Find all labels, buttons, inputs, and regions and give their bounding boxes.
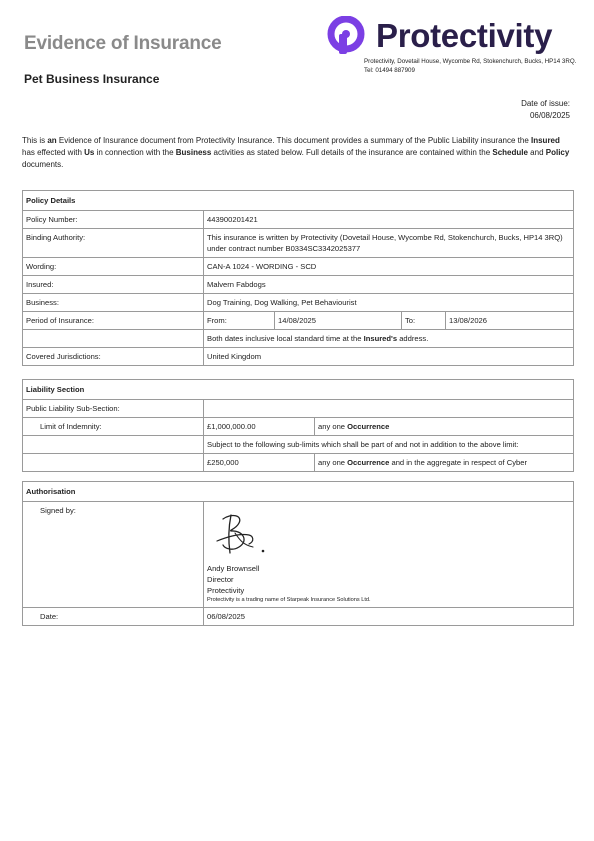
signature-cell [204,502,574,608]
binding-authority-label: Binding Authority: [23,229,204,258]
intro-paragraph: This is an Evidence of Insurance document from Protectivity Insurance. This document provides a summary of the Public Liability insurance the Insured has effected with Us in connection with the Business activities as stated below. Full details of the insurance are contained within the Schedule and Policy documents. [22,136,570,169]
signer-title: Director [207,575,234,584]
public-liability-subsection-label: Public Liability Sub-Section: [23,400,204,418]
cyber-sublimit-basis: any one Occurrence and in the aggregate in respect of Cyber [315,454,574,472]
issue-date-label: Date of issue: [521,99,570,108]
period-from-value: 14/08/2025 [275,312,402,330]
limit-basis: any one Occurrence [315,418,574,436]
insured-label: Insured: [23,276,204,294]
authorisation-date-label: Date: [23,608,204,626]
wording-label: Wording: [23,258,204,276]
document-title: Evidence of Insurance [24,33,222,54]
policy-details-table [22,190,574,366]
business-label: Business: [23,294,204,312]
liability-section-heading: Liability Section [23,380,574,400]
signer-company: Protectivity [207,586,245,595]
policy-number-label: Policy Number: [23,211,204,229]
issue-date-value: 06/08/2025 [529,111,570,120]
signed-by-label: Signed by: [23,502,204,608]
policy-details-heading: Policy Details [23,191,574,211]
period-to-value: 13/08/2026 [446,312,574,330]
insured-value: Malvern Fabdogs [204,276,574,294]
wording-value: CAN-A 1024 - WORDING - SCD [204,258,574,276]
document-subtitle: Pet Business Insurance [24,72,160,86]
authorisation-date-value: 06/08/2025 [204,608,574,626]
signer-name: Andy Brownsell [207,564,260,573]
trading-name-note: Protectivity is a trading name of Starpeak Insurance Solutions Ltd. [207,597,371,603]
authorisation-table [22,481,574,626]
period-to-label: To: [402,312,446,330]
brand-name: Protectivity [376,17,553,54]
limit-of-indemnity-label: Limit of Indemnity: [23,418,204,436]
liability-section-table [22,379,574,472]
period-from-label: From: [204,312,275,330]
limit-of-indemnity-value: £1,000,000.00 [204,418,315,436]
cyber-sublimit-value: £250,000 [204,454,315,472]
signature-image [209,511,273,557]
policy-number-value: 443900201421 [204,211,574,229]
sublimit-note: Subject to the following sub-limits which shall be part of and not in addition to the above limit: [204,436,574,454]
period-label: Period of Insurance: [23,312,204,330]
period-dates-note: Both dates inclusive local standard time at the Insured's address. [204,330,574,348]
business-value: Dog Training, Dog Walking, Pet Behaviourist [204,294,574,312]
protectivity-logo-icon [326,16,366,56]
company-address: Protectivity, Dovetail House, Wycombe Rd, Stokenchurch, Bucks, HP14 3RQ. Tel: 01494 887909 [364,58,577,74]
protectivity-logo [326,14,576,60]
jurisdiction-value: United Kingdom [204,348,574,366]
binding-authority-value: This insurance is written by Protectivity (Dovetail House, Wycombe Rd, Stokenchurch, Bucks, HP14 3RQ) under contract number B0334SC3342025377 [204,229,574,258]
authorisation-heading: Authorisation [23,482,574,502]
jurisdiction-label: Covered Jurisdictions: [23,348,204,366]
